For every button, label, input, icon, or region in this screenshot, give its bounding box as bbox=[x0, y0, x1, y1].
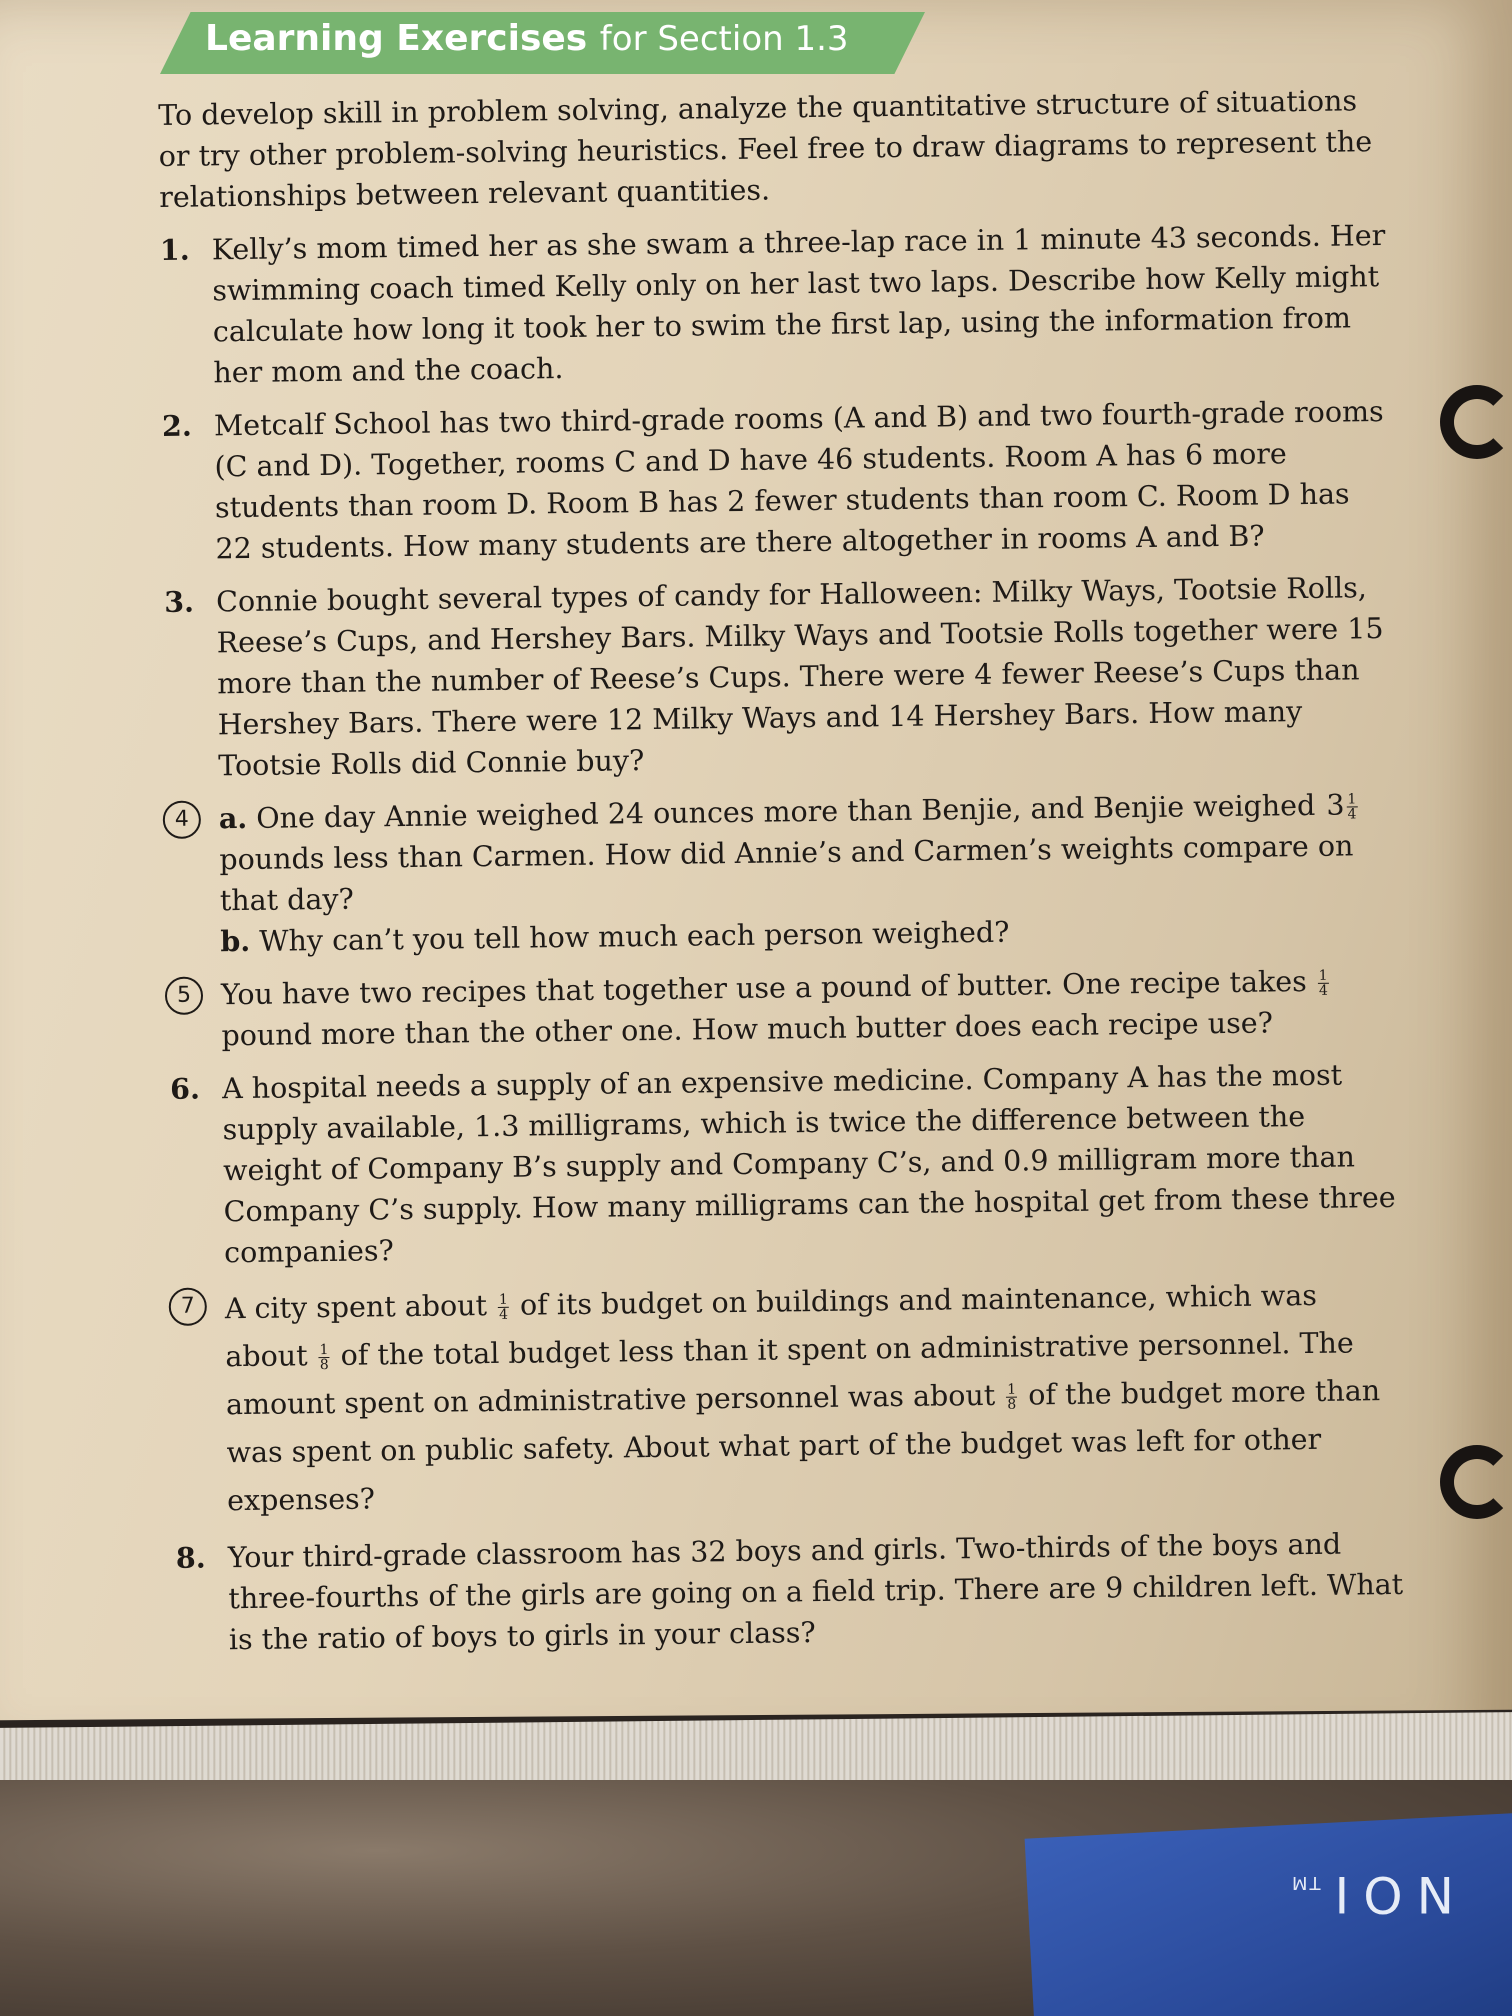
exercise-4 bbox=[167, 784, 1399, 963]
part-a-text-1: One day Annie weighed 24 ounces more than Benjie, and Benjie weighed bbox=[256, 788, 1316, 835]
fraction-denominator: 4 bbox=[1318, 982, 1328, 999]
exercise-text: A hospital needs a supply of an expensive medicine. Company A has the most supply available, 1.3 milligrams, which is twice the difference between the weight of Company B’s supply and Company C’s, and 0.9 milligram more than Company C’s supply. How many milligrams can the hospital get from these three companies? bbox=[221, 1058, 1396, 1270]
section-title-main: Learning Exercises bbox=[205, 18, 588, 59]
circled-number: 5 bbox=[165, 977, 203, 1015]
exercise-text: Kelly’s mom timed her as she swam a three-lap race in 1 minute 43 seconds. Her swimming coach timed Kelly only on her last two laps. Describe how Kelly might calculate how long it took her to swim the first lap, using the information from her mom and the coach. bbox=[211, 219, 1386, 390]
fraction-denominator: 8 bbox=[319, 1357, 329, 1374]
part-b-text: Why can’t you tell how much each person weighed? bbox=[259, 915, 1010, 958]
fraction bbox=[1346, 792, 1357, 821]
exercise-text: Connie bought several types of candy for Halloween: Milky Ways, Tootsie Rolls, Reese’s Cups, and Hershey Bars. Milky Ways and Tootsie Rolls together were 15 more than the number of Reese’s Cups. There were 4 fewer Reese’s Cups than Hershey Bars. There were 12 Milky Ways and 14 Hershey Bars. How many Tootsie Rolls did Connie buy? bbox=[215, 571, 1384, 783]
fraction bbox=[1006, 1383, 1017, 1412]
exercise-1 bbox=[160, 215, 1392, 394]
exercise-text-2: of its budget on buildings and maintenance, which was about bbox=[225, 1278, 1318, 1374]
intro-paragraph: To develop skill in problem solving, analyze the quantitative structure of situations or try other problem-solving heuristics. Feel free to draw diagrams to represent the relationships between relevant quantities. bbox=[158, 84, 1373, 214]
mixed-number-whole: 3 bbox=[1326, 788, 1345, 822]
blue-book-text: NOI bbox=[1320, 1865, 1455, 1923]
fraction-numerator: 1 bbox=[1347, 791, 1357, 808]
blue-book-tm: TM bbox=[1290, 1872, 1321, 1893]
fraction bbox=[498, 1293, 509, 1322]
fraction-numerator: 1 bbox=[1007, 1381, 1017, 1398]
exercise-text: Your third-grade classroom has 32 boys and girls. Two-thirds of the boys and three-fourths of the girls are going on a field trip. There are 9 children left. What is the ratio of boys to girls in your class? bbox=[227, 1527, 1404, 1657]
exercise-text-2: pound more than the other one. How much butter does each recipe use? bbox=[221, 1006, 1274, 1053]
fraction-denominator: 8 bbox=[1007, 1396, 1017, 1413]
fraction-denominator: 4 bbox=[499, 1306, 509, 1323]
exercise-7 bbox=[173, 1271, 1406, 1526]
exercise-text-1: A city spent about bbox=[224, 1289, 488, 1326]
exercise-text-3: of the total budget less than it spent on administrative personnel. The amount spent on administrative personnel was about bbox=[225, 1326, 1354, 1422]
exercise-number: 8. bbox=[175, 1540, 206, 1575]
blue-book-lettering bbox=[1290, 1865, 1454, 1923]
exercise-text: Metcalf School has two third-grade rooms (A and B) and two fourth-grade rooms (C and D). Together, rooms C and D have 46 students. Room A has 6 more students than room D. Room B has 2 fewer students than room C. Room D has 22 students. How many students are there altogether in rooms A and B? bbox=[213, 395, 1384, 566]
fraction-denominator: 4 bbox=[1347, 806, 1357, 823]
fraction bbox=[319, 1343, 330, 1372]
exercise-6 bbox=[170, 1054, 1402, 1274]
fraction-numerator: 1 bbox=[319, 1342, 329, 1359]
part-a-label: a. bbox=[218, 800, 248, 836]
exercise-5 bbox=[169, 960, 1400, 1057]
exercise-text-4: of the budget more than was spent on public safety. About what part of the budget was left for other expenses? bbox=[226, 1374, 1381, 1518]
section-title bbox=[205, 18, 849, 59]
binder-ring bbox=[1440, 385, 1512, 459]
part-b-label: b. bbox=[220, 923, 251, 959]
binder-ring bbox=[1440, 1445, 1512, 1519]
exercise-content bbox=[158, 80, 1407, 1673]
exercise-number: 3. bbox=[163, 584, 195, 619]
circled-number: 7 bbox=[169, 1287, 207, 1325]
circled-number: 4 bbox=[163, 801, 201, 839]
exercise-part-a bbox=[219, 784, 1398, 921]
exercise-2 bbox=[162, 391, 1394, 570]
fraction-numerator: 1 bbox=[498, 1291, 508, 1308]
section-title-sub: for Section 1.3 bbox=[599, 19, 849, 59]
exercise-number: 2. bbox=[161, 408, 193, 443]
exercise-8 bbox=[176, 1523, 1407, 1661]
exercise-3 bbox=[164, 567, 1396, 787]
fraction-numerator: 1 bbox=[1318, 967, 1328, 984]
exercise-number: 6. bbox=[169, 1071, 201, 1106]
fraction bbox=[1318, 969, 1329, 998]
part-a-text-2: pounds less than Carmen. How did Annie’s and Carmen’s weights compare on that day? bbox=[219, 829, 1354, 918]
exercise-number: 1. bbox=[159, 232, 190, 267]
exercise-text-1: You have two recipes that together use a pound of butter. One recipe takes bbox=[220, 965, 1307, 1012]
